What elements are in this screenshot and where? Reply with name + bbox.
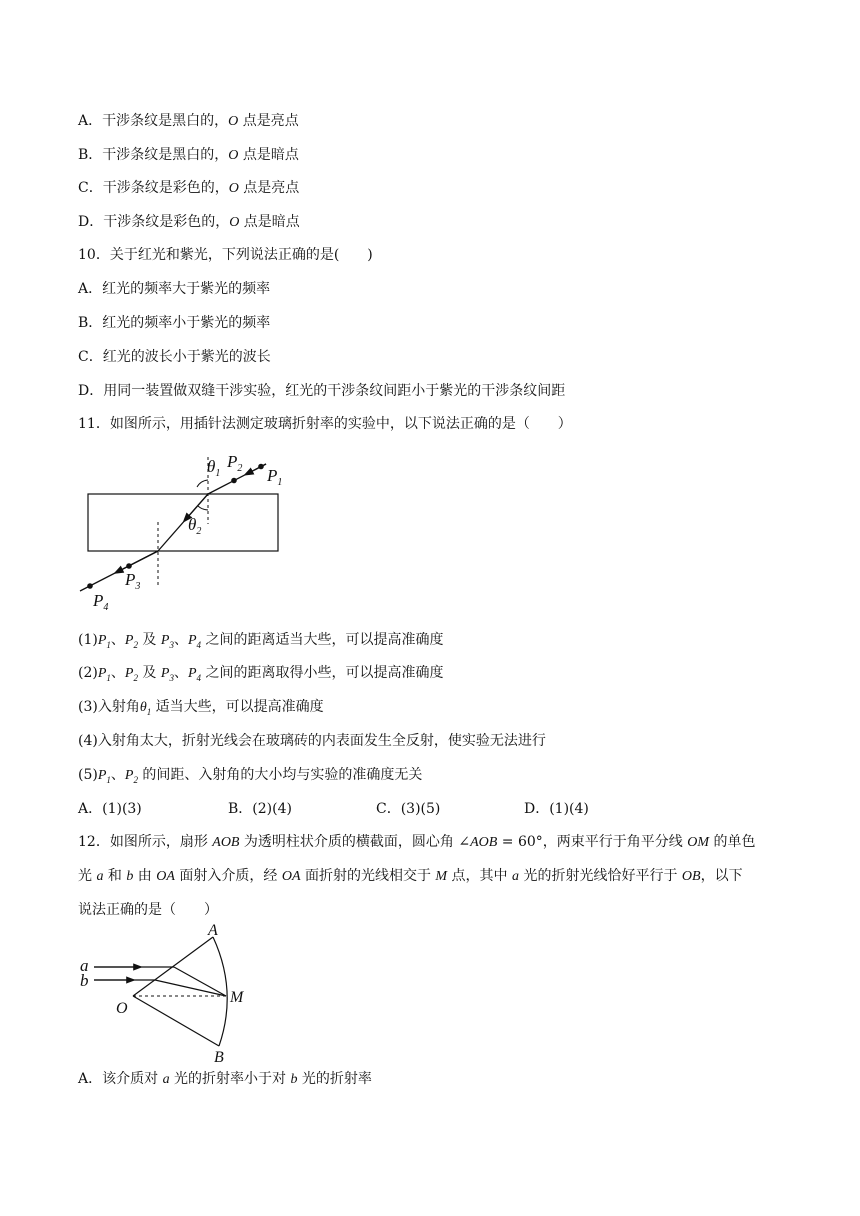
q10-option-b: B．红光的频率小于紫光的频率 — [78, 315, 271, 331]
q11-options — [78, 799, 589, 819]
label-b: b — [80, 971, 89, 990]
pin-p2 — [231, 478, 237, 484]
theta1-label: $\theta_1$ — [207, 457, 221, 479]
label-a: a — [80, 956, 89, 975]
pin-p4 — [87, 583, 93, 589]
q11-statement-3: (3)入射角$\theta_1$ 适当大些，可以提高准确度 — [78, 699, 324, 717]
q9-option-c: C．干涉条纹是彩色的，O 点是亮点 — [78, 180, 300, 196]
theta2-arc — [198, 506, 208, 510]
q9-option-b: B．干涉条纹是黑白的，O 点是暗点 — [78, 147, 299, 163]
q9-option-a: A．干涉条纹是黑白的，O 点是亮点 — [78, 113, 299, 129]
theta2-label: $\theta_2$ — [188, 515, 202, 537]
label-M: M — [230, 989, 244, 1006]
q10-option-d: D．用同一装置做双缝干涉实验，红光的干涉条纹间距小于紫光的干涉条纹间距 — [78, 383, 566, 399]
q10-option-c: C．红光的波长小于紫光的波长 — [78, 349, 271, 365]
q12-figure — [76, 922, 276, 1066]
ray-a-refracted — [174, 967, 226, 996]
q11-stem: 11．如图所示，用插针法测定玻璃折射率的实验中，以下说法正确的是（ ） — [78, 416, 572, 432]
ray-b-refracted — [155, 980, 226, 996]
radius-ob — [133, 996, 219, 1046]
p1-label: $P_1$ — [267, 466, 283, 488]
q12-option-a: A．该介质对 a 光的折射率小于对 b 光的折射率 — [78, 1071, 372, 1087]
arc-ab — [213, 937, 227, 1046]
q11-option-c: C．(3)(5) — [376, 801, 441, 817]
q12-line-1: 12．如图所示，扇形 AOB 为透明柱状介质的横截面，圆心角 ∠AOB = 60°，两束平行于角平分线 OM 的单色 — [78, 834, 756, 850]
pin-p3 — [126, 563, 132, 569]
q11-statement-2: $(2)P_1$、$P_2$ 及 $P_3$、$P_4$ 之间的距离取得小些，可以提高准确度 — [78, 665, 444, 683]
p2-label: $P_2$ — [227, 452, 243, 474]
q12-line-2: 光 a 和 b 由 OA 面射入介质，经 OA 面折射的光线相交于 M 点，其中 a 光的折射光线恰好平行于 OB，以下 — [78, 868, 743, 884]
label-B: B — [214, 1049, 224, 1066]
q11-statement-1: $(1)P_1$、$P_2$ 及 $P_3$、$P_4$ 之间的距离适当大些，可以提高准确度 — [78, 632, 444, 650]
emergent-arrow — [118, 551, 158, 572]
q11-statement-4: (4)入射角太大，折射光线会在玻璃砖的内表面发生全反射，使实验无法进行 — [78, 733, 546, 749]
q12-line-3: 说法正确的是（ ） — [78, 902, 218, 918]
label-A: A — [208, 922, 218, 939]
theta1-arc — [197, 480, 208, 487]
pin-p1 — [258, 464, 264, 470]
q11-statement-5: $(5)P_1$、$P_2$ 的间距、入射角的大小均与实验的准确度无关 — [78, 767, 423, 785]
label-O: O — [116, 1000, 128, 1017]
q11-figure — [74, 452, 294, 617]
q11-option-b: B．(2)(4) — [228, 801, 292, 817]
q11-option-a: A．(1)(3) — [78, 801, 142, 817]
p4-label: $P_4$ — [93, 591, 109, 613]
q9-option-d: D．干涉条纹是彩色的，O 点是暗点 — [78, 214, 300, 230]
q11-option-d: D．(1)(4) — [524, 801, 589, 817]
p3-label: $P_3$ — [125, 570, 141, 592]
q10-option-a: A．红光的频率大于紫光的频率 — [78, 281, 271, 297]
q10-stem: 10．关于红光和紫光，下列说法正确的是( ) — [78, 247, 373, 263]
